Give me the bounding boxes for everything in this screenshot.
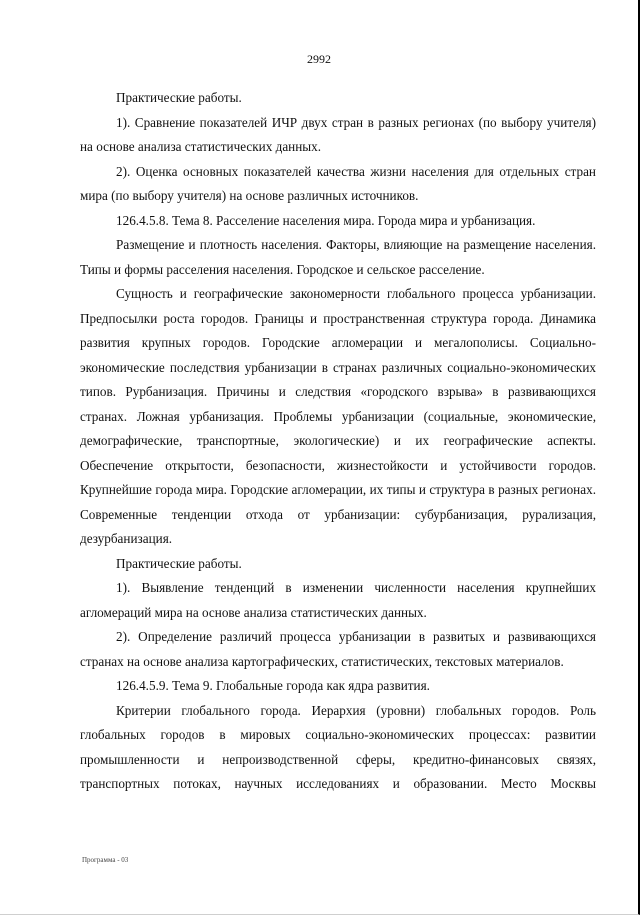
heading-practical-works: Практические работы.: [116, 555, 242, 571]
section-heading-topic-9: 126.4.5.9. Тема 9. Глобальные города как ядра развития.: [116, 678, 430, 693]
paragraph: Размещение и плотность населения. Факторы, влияющие на размещение населения. Типы и формы расселения населения. Городское и сельское расселение.: [80, 237, 596, 277]
document-body: [80, 86, 596, 797]
paragraph: Сущность и географические закономерности глобального процесса урбанизации. Предпосылки роста городов. Границы и пространственная структура города. Динамика развития крупных городов. Городские агломерации и мегалополисы. Социально-экономические последствия урбанизации в странах различных социально-экономических типов. Рурбанизация. Причины и следствия «городского взрыва» в развивающихся странах. Ложная урбанизация. Проблемы урбанизации (социальные, экономические, демографические, транспортные, экологические) и их географические аспекты. Обеспечение открытости, безопасности, жизнестойкости и устойчивости городов. Крупнейшие города мира. Городские агломерации, их типы и структура в разных регионах. Современные тенденции отхода от урбанизации: субурбанизация, рурализация, дезурбанизация.: [80, 286, 596, 546]
section-heading-topic-8: 126.4.5.8. Тема 8. Расселение населения мира. Города мира и урбанизация.: [116, 212, 536, 228]
paragraph: 2). Оценка основных показателей качества жизни населения для отдельных стран мира (по выбору учителя) на основе различных источников.: [80, 163, 596, 203]
paragraph: 2). Определение различий процесса урбанизации в развитых и развивающихся странах на основе анализа картографических, статистических, текстовых материалов.: [80, 629, 596, 669]
heading-practical-works: Практические работы.: [116, 90, 242, 105]
paragraph: 1). Сравнение показателей ИЧР двух стран в разных регионах (по выбору учителя) на основе анализа статистических данных.: [80, 114, 596, 154]
paragraph: 1). Выявление тенденций в изменении численности населения крупнейших агломераций мира на основе анализа статистических данных.: [80, 580, 596, 620]
page-number: 2992: [307, 52, 331, 66]
footer-label: Программа - 03: [82, 856, 129, 864]
paragraph: Критерии глобального города. Иерархия (уровни) глобальных городов. Роль глобальных городов в мировых социально-экономических процессах: развитии промышленности и непроизводственной сферы, кредитно-финансовых связях, транспортных потоках, научных исследованиях и образовании. Место Москвы: [80, 702, 596, 791]
